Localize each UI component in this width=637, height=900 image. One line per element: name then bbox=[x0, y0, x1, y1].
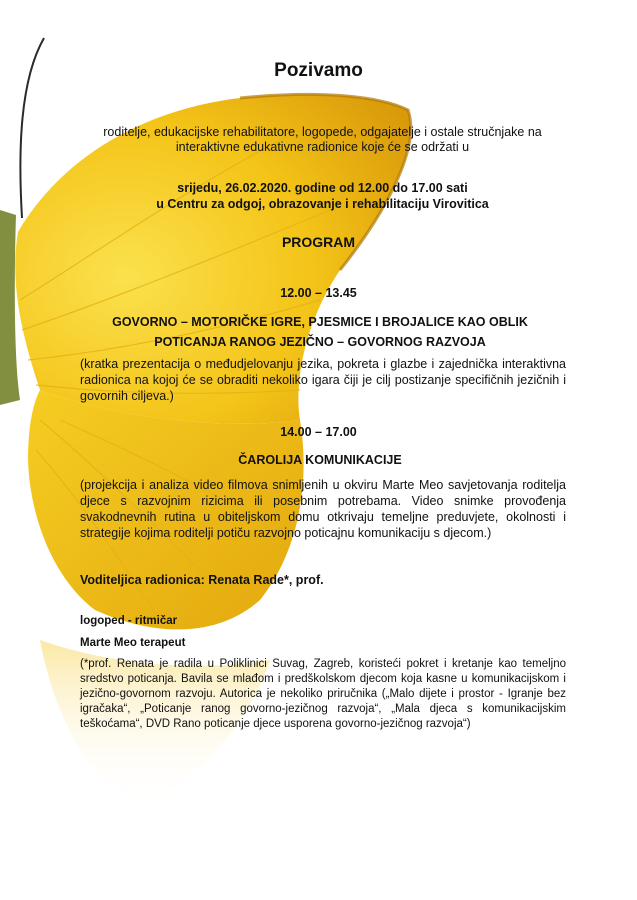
page-title: Pozivamo bbox=[274, 60, 363, 81]
leader-bio: (*prof. Renata je radila u Poliklinici Suvag, Zagreb, koristeći pokret i kretanje kao temeljno sredstvo poticanja. Bavila se mlađom i predškolskom djecom koja kasne u komunikacijskom i jezično-govornom razvoju. Autorica je nekoliko priručnika („Malo dijete i prostor - Igranje bez igračaka“, „Poticanje ranog govorno-jezičnog razvoja“, „Mala djeca s komunikacijskim teškoćama“, DVD Rano poticanje djece usporena govorno-jezičnog razvoja“) bbox=[80, 658, 566, 730]
session1-title-line1: GOVORNO – MOTORIČKE IGRE, PJESMICE I BROJALICE KAO OBLIK bbox=[112, 315, 528, 329]
session2-description: (projekcija i analiza video filmova snimljenih u okviru Marte Meo savjetovanja roditelja djece s razvojnim rizicima ili posebnim potrebama. Video snimke provođenja svakodnevnih rutina u obiteljskom domu otkrivaju temeljne preduvjete, okolnosti i strategije kojima roditelji potiču razvojno poticajnu komunikaciju s djecom.) bbox=[80, 478, 566, 540]
workshop-leader: Voditeljica radionica: Renata Rade*, prof. bbox=[80, 573, 324, 587]
session1-title-line2: POTICANJA RANOG JEZIČNO – GOVORNOG RAZVOJA bbox=[154, 335, 486, 349]
session2-title: ČAROLIJA KOMUNIKACIJE bbox=[238, 453, 402, 467]
session2-time: 14.00 – 17.00 bbox=[280, 425, 357, 439]
event-date: srijedu, 26.02.2020. godine od 12.00 do 17.00 sati bbox=[177, 181, 468, 195]
leader-role-1: logoped - ritmičar bbox=[80, 615, 178, 627]
session1-time: 12.00 – 13.45 bbox=[280, 286, 357, 300]
session1-description: (kratka prezentacija o međudjelovanju jezika, pokreta i glazbe i zajednička interaktivna radionica na kojoj će se obraditi nekoliko igara čiji je cilj postizanje specifičnih jezičnih i govornih ciljeva.) bbox=[80, 357, 566, 403]
program-heading: PROGRAM bbox=[281, 234, 356, 250]
intro-text: roditelje, edukacijske rehabilitatore, logopede, odgajatelje i ostale stručnjake na interaktivne edukativne radionice koje će se održati u bbox=[103, 125, 542, 154]
event-venue: u Centru za odgoj, obrazovanje i rehabilitaciju Virovitica bbox=[156, 197, 489, 211]
leader-role-2: Marte Meo terapeut bbox=[80, 637, 186, 649]
